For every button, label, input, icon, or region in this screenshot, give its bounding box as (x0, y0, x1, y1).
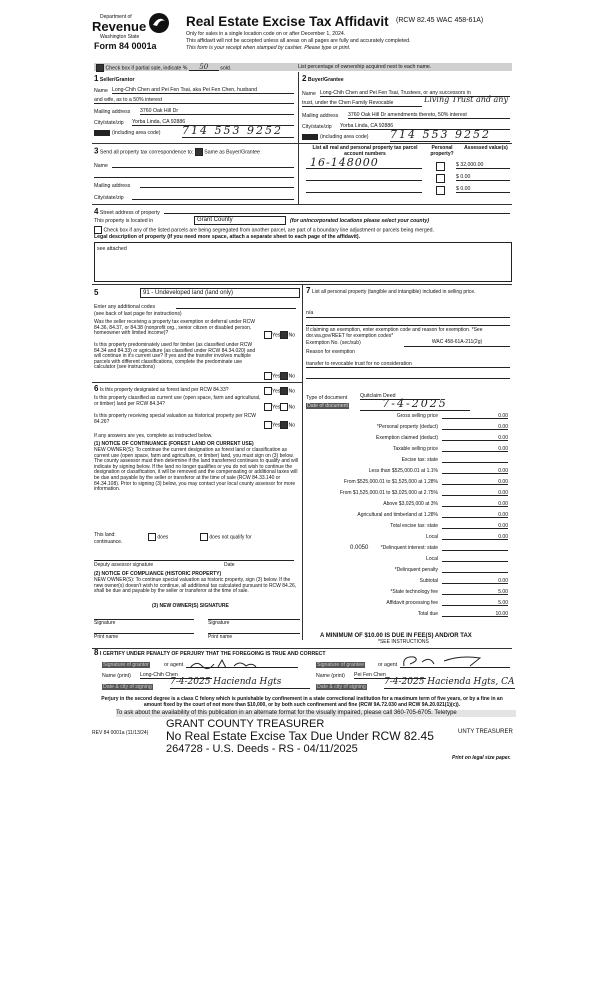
does-option: does (148, 533, 168, 541)
swoosh-icon (148, 12, 170, 34)
column-divider (298, 72, 299, 204)
revision-number: REV 84 0001a (11/13/24) (92, 730, 149, 736)
tax-row-label: Less than $525,000.01 at 1.1% (368, 468, 438, 474)
tax-row-label: Gross selling price (396, 413, 438, 419)
section3-name-label: Name (94, 163, 108, 169)
see-instructions-note: *SEE INSTRUCTIONS (378, 639, 429, 645)
timber-question: Is this property predominately used for timber (as classified under RCW 84.34 and 84.33) or agriculture (as classified under RCW 84.34.020) and will continue in it's current use? If yes and the transfer involves multiple parcels with different classifications, complete the predominate use calculator (see instructions) (94, 342, 256, 371)
seller-name-line1[interactable]: Long-Chih Chen and Pei Fen Tsai, aka Pei Fen Chen, husband (112, 87, 294, 94)
current-use-answer: Yes No (264, 403, 295, 411)
grantor-signature[interactable] (186, 655, 298, 668)
parcel-line-1 (306, 168, 422, 169)
tax-row-value[interactable]: 0.00 (498, 435, 508, 441)
parcel-line-2 (306, 180, 422, 181)
tax-row-value[interactable]: 0.00 (498, 501, 508, 507)
partial-sale-percent[interactable]: 50 (189, 64, 219, 71)
grantor-print-label: Name (print) (102, 673, 131, 679)
tax-row-label: Excise tax: state (401, 457, 438, 463)
tax-row (318, 534, 510, 541)
tax-row (318, 600, 510, 607)
buyer-name-line1[interactable]: Long-Chih Chen and Pei Fen Tsai, Trustees, or any successors in (320, 90, 510, 97)
tax-row (318, 512, 510, 519)
deputy-signature-label: Deputy assessor signature (94, 562, 154, 568)
tax-row-label: Taxable selling price (392, 446, 438, 452)
tax-row (318, 578, 510, 585)
seller-phone[interactable]: 714 553 9252 (182, 124, 294, 138)
tax-row-line (442, 545, 508, 551)
section3-city-label: City/state/zip (94, 195, 124, 201)
buyer-city-label: City/state/zip (302, 124, 332, 130)
grantee-sig-label: Signature of grantee (317, 662, 365, 668)
historic-question: Is this property receiving special valuation as historical property per RCW 84.26? (94, 413, 257, 425)
additional-codes-field[interactable] (176, 308, 296, 309)
segregated-row: Check box if any of the listed parcels are being segregated from another parcel, are part of a boundary line adjustment or parcels being merged. (94, 226, 434, 234)
legal-description-value: see attached (97, 246, 127, 252)
signature-label-1: Signature (94, 620, 116, 626)
tax-row (318, 413, 510, 420)
exemption-note: If claiming an exemption, enter exemption code and reason for exemption. *See dor.wa.gov/REET for exemption codes* (306, 327, 483, 339)
tax-row (318, 457, 510, 464)
tax-row-line (442, 556, 508, 562)
seller-address-label: Mailing address (94, 109, 131, 115)
tax-row (318, 556, 510, 563)
buyer-address-label: Mailing address (302, 113, 339, 119)
dor-logo (92, 12, 176, 56)
treasurer-stamp-line-2: No Real Estate Excise Tax Due Under RCW 82.45 (166, 729, 434, 743)
assessed-value-1[interactable]: $ 32,000.00 (456, 162, 510, 169)
section-divider (92, 204, 512, 205)
tax-row (318, 501, 510, 508)
tax-row-value[interactable]: 0.00 (498, 468, 508, 474)
same-as-buyer-checkbox[interactable] (195, 148, 203, 156)
exemption-reason-label: Reason for exemption (306, 349, 355, 355)
seller-name-label: Name (94, 88, 108, 94)
seller-address[interactable]: 3760 Oak Hill Dr (140, 108, 294, 115)
seller-phone-black (94, 130, 110, 136)
doc-date-label: Date of document (307, 403, 348, 409)
section-divider (92, 648, 512, 649)
assessed-value-3[interactable]: $ 0.00 (456, 186, 510, 193)
notice-compliance-heading: (2) NOTICE OF COMPLIANCE (HISTORIC PROPERTY) (94, 571, 222, 577)
grantee-date-place[interactable]: 7-4-2025 Hacienda Hgts, CA (384, 677, 515, 687)
rcw-reference: (RCW 82.45 WAC 458-61A) (396, 17, 484, 24)
header-note-2: This affidavit will not be accepted unless all areas on all pages are fully and accurately completed. (186, 38, 411, 44)
tax-row-label: Exemption claimed (deduct) (376, 435, 438, 441)
form-number: Form 84 0001a (94, 41, 157, 51)
personal-property-label: 7 List all personal property (tangible and intangible) included in selling price. (306, 286, 476, 295)
header-note-3: This form is your receipt when stamped by cashier. Please type or print. (186, 45, 351, 51)
buyer-phone[interactable]: 714 553 9252 (390, 128, 510, 142)
seller-phone-label: (including area code) (112, 130, 161, 136)
tax-row-label: From $1,525,000.01 to $3,025,000 at 2.75% (339, 490, 438, 496)
tax-row (318, 468, 510, 475)
print-name-label-1: Print name (94, 634, 119, 640)
tax-row-label: *Delinquent interest: state (380, 545, 438, 551)
treasurer-stamp-side: UNTY TREASURER (458, 729, 513, 735)
section5-num: 5 (94, 288, 99, 297)
buyer-address[interactable]: 3760 Oak Hill Dr amendments thereto, 50% interest (348, 112, 510, 119)
partial-sale-checkbox[interactable] (96, 64, 104, 72)
grantee-print-name[interactable]: Pei Fen Chen (354, 672, 426, 679)
grantee-date-label: Date & city of signing (317, 684, 366, 690)
buyer-heading: 2 Buyer/Grantee (302, 74, 344, 83)
tax-row-value[interactable]: 0.00 (498, 479, 508, 485)
tax-row-label: *State technology fee (390, 589, 438, 595)
segregated-checkbox[interactable] (94, 226, 102, 234)
buyer-name-handwritten: Living Trust and any (424, 95, 508, 104)
personal-checkbox-2[interactable] (436, 174, 445, 183)
dept-label: Department of (100, 14, 132, 20)
legal-description-label: Legal description of property (if you need more space, attach a separate sheet to each page of the affidavit). (94, 234, 361, 240)
deputy-date-label: Date (224, 562, 235, 568)
form-title: Real Estate Excise Tax Affidavit (186, 14, 389, 29)
tax-row (318, 490, 510, 497)
tax-row-label: Total due (417, 611, 438, 617)
tax-row-value[interactable]: 5.00 (498, 600, 508, 606)
grantee-or-agent: or agent (378, 662, 398, 668)
tax-row (318, 446, 510, 453)
doc-date-handwritten[interactable]: 7-4-2025 (360, 398, 470, 411)
assessed-value-2[interactable]: $ 0.00 (456, 174, 510, 181)
exemption-reason[interactable]: transfer to revocable trust for no consideration (306, 361, 510, 368)
section3-city-field[interactable] (132, 194, 294, 200)
partial-sale-sold: sold. (220, 65, 232, 72)
notice-continuance-heading: (1) NOTICE OF CONTINUANCE (FOREST LAND OR CURRENT USE) (94, 441, 254, 447)
forest-land-answer: Yes No (264, 387, 295, 395)
grantee-signature[interactable] (400, 653, 510, 668)
parcel-number-handwritten[interactable]: 16-148000 (310, 156, 379, 169)
tax-row (318, 479, 510, 486)
partial-sale-label: Check box if partial sale, indicate % (105, 65, 188, 72)
see-back-note: (see back of last page for instructions) (94, 311, 182, 317)
doc-type-label: Type of document (306, 395, 348, 401)
land-use-select[interactable]: 91 - Undeveloped land (land only) (140, 288, 300, 298)
section3-address-field[interactable] (140, 182, 294, 188)
treasurer-stamp-line-1: GRANT COUNTY TREASURER (166, 718, 325, 730)
deputy-signature-line[interactable] (94, 560, 294, 561)
tax-row-value[interactable]: 0.00 (498, 446, 508, 452)
additional-codes-label: Enter any additional codes (94, 304, 156, 310)
seller-exemption-answer: Yes No (264, 331, 295, 339)
personal-property-line-1 (306, 317, 510, 318)
buyer-city[interactable]: Yorba Linda, CA 92886 (340, 123, 510, 130)
exemption-number-label: Exemption No. (sec/sub) (306, 340, 361, 346)
seller-name-line2[interactable]: and wife, as to a 50% interest (94, 97, 294, 104)
tax-row-label: Affidavit processing fee (386, 600, 438, 606)
grantor-date-place[interactable]: 7-4-2025 Hacienda Hgts (170, 676, 310, 689)
tax-row (318, 589, 510, 596)
buyer-name-label: Name (302, 91, 316, 97)
notice-compliance-body: NEW OWNER(S): To continue special valuation as historic property, sign (3) below. If the new owner(s) doesn't wish to continue, all additional tax calculated pursuant to RCW 84.26, shall be due and payable by the seller or transferor at the time of sale. (94, 577, 297, 595)
tax-row-line (442, 457, 508, 463)
section-divider (92, 143, 512, 144)
personal-property-line-2 (306, 325, 510, 326)
exemption-reason-line-2 (306, 378, 510, 379)
continuance-label: continuance. (94, 539, 123, 545)
street-address-label: 4 Street address of property (94, 207, 160, 216)
header-note-1: Only for sales in a single location code on or after December 1, 2024. (186, 31, 346, 37)
section-divider (92, 382, 302, 383)
tax-row-label: From $525,000.01 to $1,525,000 at 1.28% (344, 479, 438, 485)
tax-row (318, 435, 510, 442)
section3-label: 3 Send all property tax correspondence to: Same as Buyer/Grantee (94, 146, 260, 156)
current-use-question: Is this property classified as current use (open space, farm and agricultural, or timber) land per RCW 84.34? (94, 395, 261, 407)
section3-name-field[interactable] (112, 162, 294, 168)
section3-name-field-2[interactable] (94, 172, 294, 178)
tax-row-value[interactable]: 5.00 (498, 589, 508, 595)
tax-row (318, 424, 510, 431)
tax-row-value[interactable]: 0.00 (498, 413, 508, 419)
doc-type[interactable]: Quitclaim Deed (360, 393, 440, 400)
personal-col-header: Personal property? (430, 145, 454, 157)
timber-answer: Yes No (264, 372, 295, 380)
tax-row-value[interactable]: 0.00 (498, 523, 508, 529)
tax-row-value[interactable]: 0.00 (498, 534, 508, 540)
tax-row (318, 523, 510, 530)
tax-row-label: Local (426, 556, 438, 562)
historic-answer: Yes No (264, 421, 295, 429)
instructions-note: If any answers are yes, complete as instructed below. (94, 433, 213, 439)
section3-address-label: Mailing address (94, 183, 131, 189)
buyer-phone-label: (including area code) (320, 134, 369, 140)
minimum-note: A MINIMUM OF $10.00 IS DUE IN FEE(S) AND/OR TAX (320, 633, 472, 639)
tax-row-label: Total excise tax: state (390, 523, 438, 529)
tax-row-value[interactable]: 0.00 (498, 512, 508, 518)
personal-checkbox-1[interactable] (436, 162, 445, 171)
partial-sale-row (96, 64, 231, 72)
tax-row-line (442, 567, 508, 573)
personal-property-value[interactable]: n/a (306, 310, 314, 316)
state-label: Washington State (100, 34, 140, 40)
forest-land-question: 6 Is this property designated as forest land per RCW 84.33? (94, 384, 229, 393)
exemption-number[interactable]: WAC 458-61A-211(2g) (404, 340, 510, 347)
county-select[interactable]: Grant County (194, 216, 286, 225)
seller-exemption-question: Was the seller receiving a property tax exemption or deferral under RCW 84.36, 84.37, or 84.38 (nonprofit org., senior citizen or disabled person, homeowner with limited income)? (94, 319, 255, 337)
tax-row-label: Above $3,025,000 at 3% (383, 501, 438, 507)
grantee-print-label: Name (print) (316, 673, 345, 679)
parcel-col-header: List all real and personal property tax parcel account numbers (312, 145, 418, 157)
tax-row (318, 545, 510, 552)
column-divider (302, 284, 303, 640)
perjury-note: Perjury in the second degree is a class C felony which is punishable by confinement in a state correctional institution for a maximum term of five years, or by a fine in an amount fixed by the court of not more than $10,000, or by both such confinement and fine (RCW 9A.72.030 and RCW 9A.20.021(1)(c)). (101, 696, 503, 708)
located-in-label: This property is located in (94, 218, 154, 224)
grantee-signature-mark (400, 654, 510, 668)
tax-row-label: *Delinquent penalty (394, 567, 438, 573)
this-land-label: This land: (94, 532, 116, 538)
seller-heading: 1 Seller/Grantor (94, 74, 135, 83)
tax-row (318, 567, 510, 574)
assessed-col-header: Assessed value(s) (464, 145, 508, 151)
buyer-name-line2[interactable]: trust, under the Chen Family Revocable (302, 100, 422, 107)
signature-label-2: Signature (208, 620, 230, 626)
local-rate: 0.0050 (350, 545, 369, 551)
does-not-option: does not qualify for (200, 533, 252, 541)
street-address-field[interactable] (164, 213, 510, 214)
legal-paper-note: Print on legal size paper. (452, 755, 511, 761)
personal-checkbox-3[interactable] (436, 186, 445, 195)
tax-row-label: *Personal property (deduct) (376, 424, 438, 430)
unincorporated-note: (for unincorporated locations please select your county) (290, 218, 429, 224)
tax-row-label: Agricultural and timberland at 1.28% (357, 512, 438, 518)
grantor-print-name[interactable]: Long-Chih Chen (140, 672, 212, 679)
treasurer-stamp-line-3: 264728 - U.S. Deeds - RS - 04/11/2025 (166, 743, 358, 755)
print-name-label-2: Print name (208, 634, 233, 640)
ownership-note: List percentage of ownership acquired next to each name. (298, 64, 432, 70)
seller-city[interactable]: Yorba Linda, CA 92886 (132, 119, 294, 126)
grantor-signature-mark (186, 658, 298, 670)
grantor-date-label: Date & city of signing (103, 684, 152, 690)
buyer-phone-black (302, 134, 318, 140)
dept-name: Revenue (92, 19, 147, 34)
tax-row-value[interactable]: 0.00 (498, 578, 508, 584)
certify-heading: 8 I CERTIFY UNDER PENALTY OF PERJURY THAT THE FOREGOING IS TRUE AND CORRECT (94, 648, 326, 657)
tax-row-label: Subtotal (419, 578, 438, 584)
notice-continuance-body: NEW OWNER(S): To continue the current designation as forest land or classification as current use (open space, farm and agriculture, or timber) land, you must sign on (3) below. The county assessor must then determine if the land transferred continues to qualify and will indicate by signing below. If the land no longer qualifies or you do not wish to continue the designation or classification, it will be removed and the compensating or additional taxes will be due and payable by the seller or transferor at the time of sale (RCW 84.33.140 or 84.34.108). Prior to signing (3) below, you may contact your local county assessor for more information. (94, 447, 298, 493)
grantor-sig-label: Signature of grantor (103, 662, 149, 668)
parcel-line-3 (306, 192, 422, 193)
tax-row-label: Local (426, 534, 438, 540)
legal-description-box[interactable] (94, 242, 512, 282)
tax-row-value[interactable]: 10.00 (495, 611, 508, 617)
tax-row (318, 611, 510, 618)
alt-format-note: To ask about the availability of this publication in an alternate format for the visually impaired, please call 360-705-6705. Teletype (116, 710, 516, 717)
seller-city-label: City/state/zip (94, 120, 124, 126)
tax-row-value[interactable]: 0.00 (498, 490, 508, 496)
new-owner-signature-heading: (3) NEW OWNER(S) SIGNATURE (152, 603, 229, 609)
grantor-or-agent: or agent (164, 662, 184, 668)
tax-row-value[interactable]: 0.00 (498, 424, 508, 430)
